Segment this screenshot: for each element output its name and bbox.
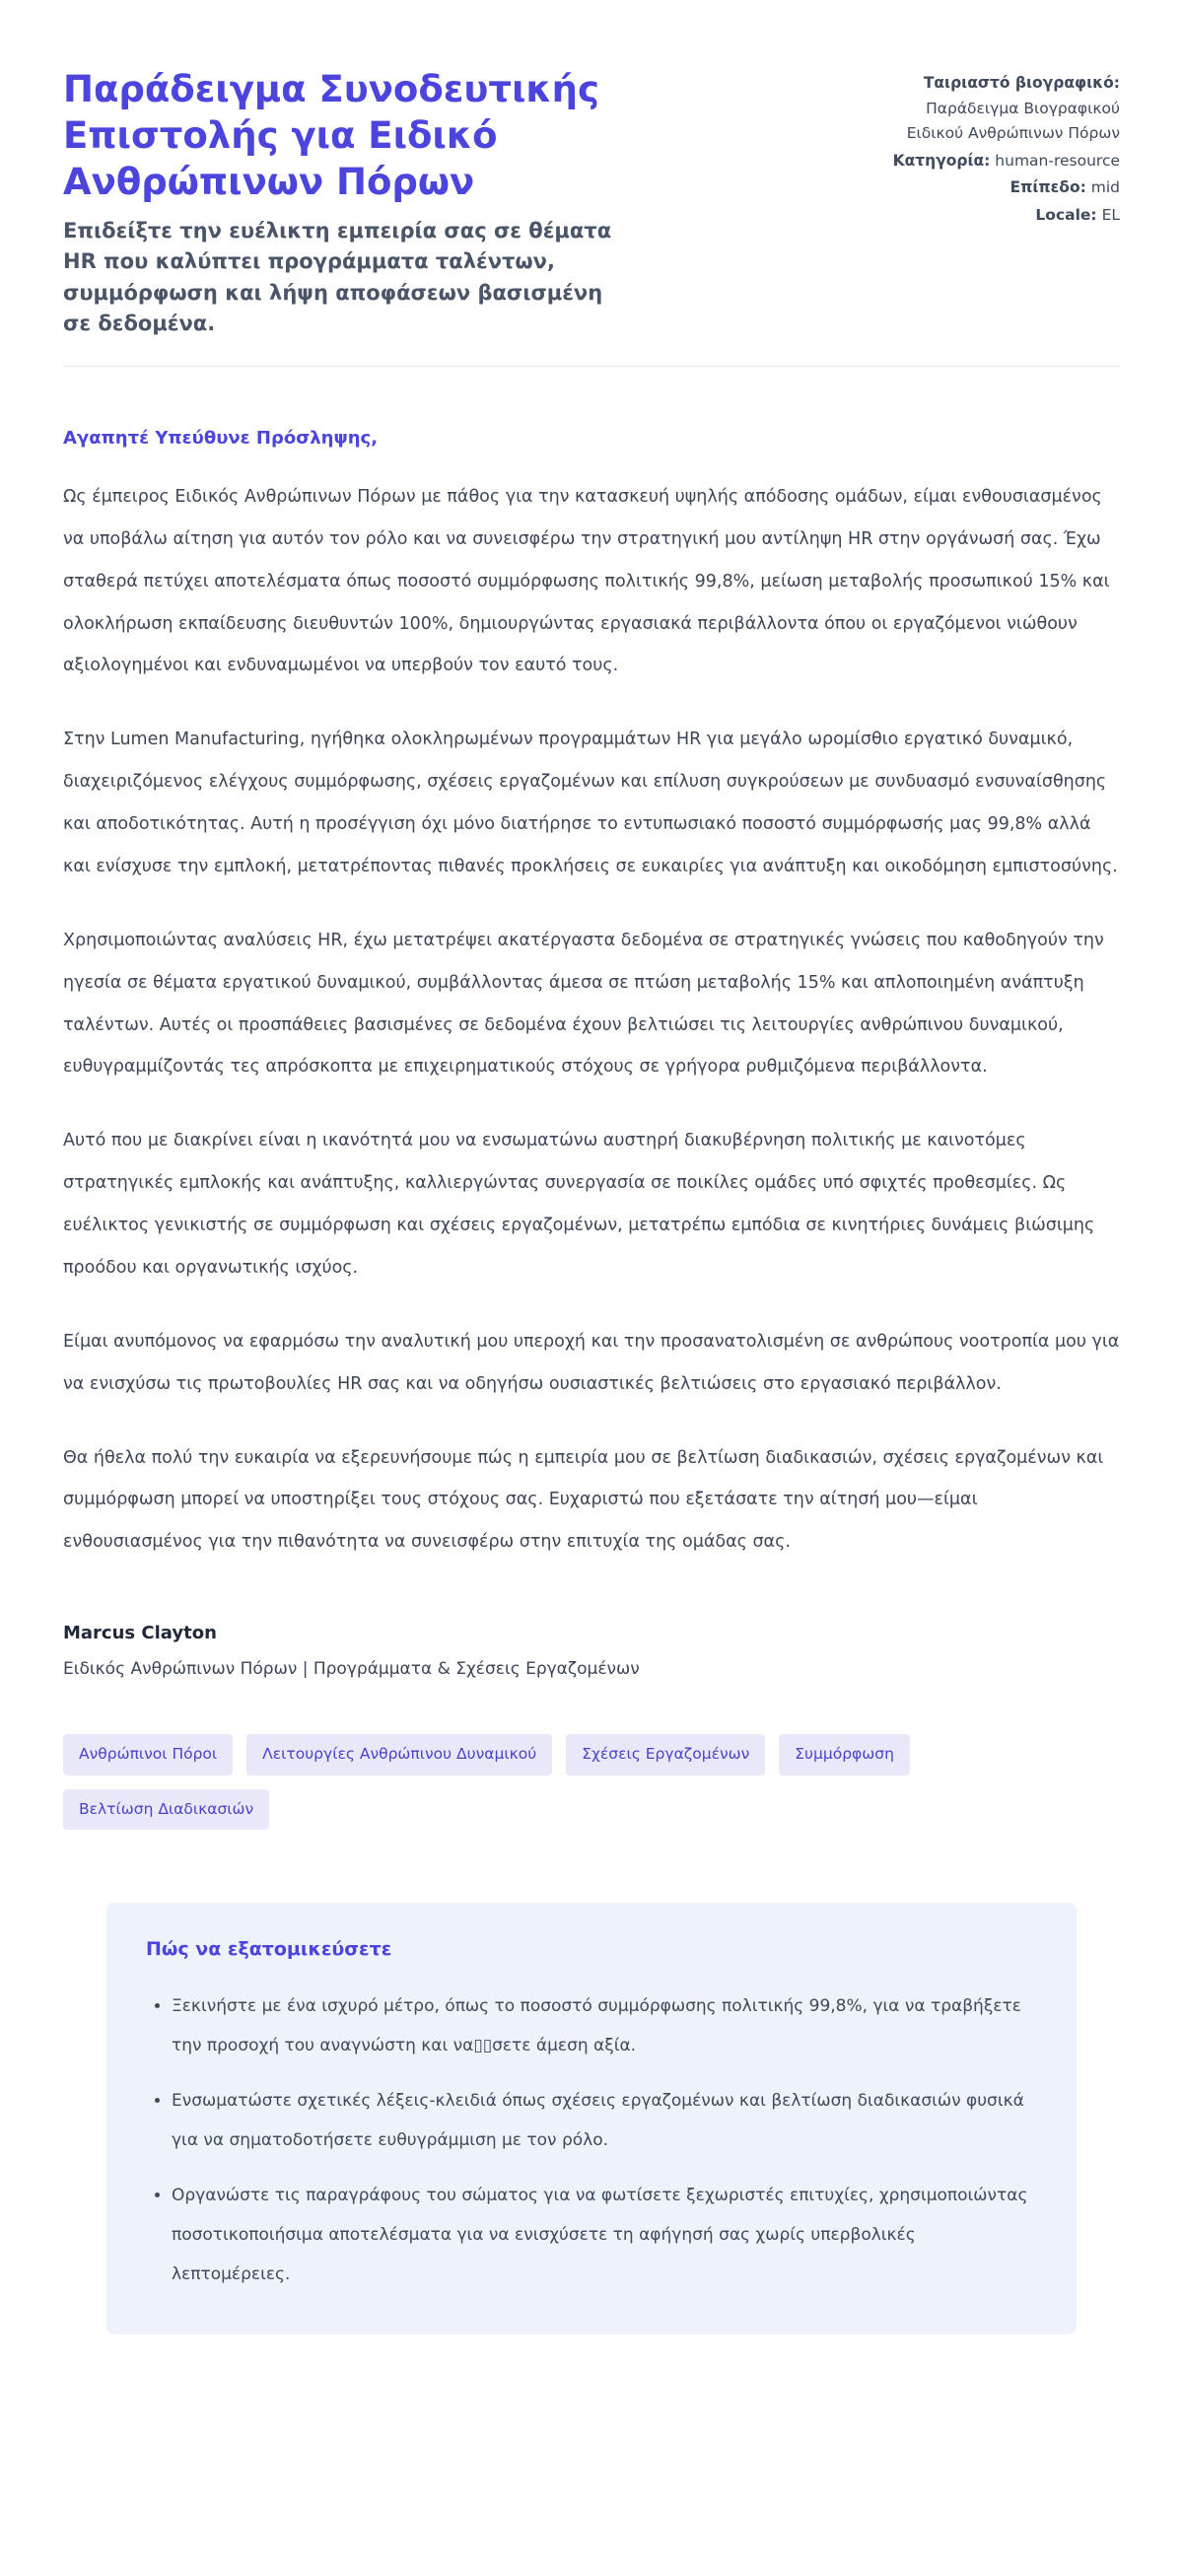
meta-value: Παράδειγμα Βιογραφικού Ειδικού Ανθρώπινων Πόρων xyxy=(906,99,1120,143)
page-title: Παράδειγμα Συνοδευτικής Επιστολής για Ειδικό Ανθρώπινων Πόρων xyxy=(63,68,599,203)
meta-level xyxy=(873,175,1120,201)
meta-label: Επίπεδο: xyxy=(1009,178,1086,197)
letter-paragraph: Είμαι ανυπόμονος να εφαρμόσω την αναλυτική μου υπεροχή και την προσανατολισμένη σε ανθρώπους νοοτροπία μου για να ενισχύσω τις πρωτοβουλίες HR σας και να οδηγήσω ουσιαστικές βελτιώσεις στο εργασιακό περιβάλλον. xyxy=(63,1331,1120,1394)
how-to-personalize-box xyxy=(106,1903,1077,2334)
meta-matching-resume xyxy=(873,71,1120,147)
letter-paragraph: Ως έμπειρος Ειδικός Ανθρώπινων Πόρων με πάθος για την κατασκευή υψηλής απόδοσης ομάδων, είμαι ενθουσιασμένος να υποβάλω αίτηση για αυτόν τον ρόλο και να συνεισφέρω την στρατηγική μου αντίληψη HR στην οργάνωσή σας. Έχω σταθερά πετύχει αποτελέσματα όπως ποσοστό συμμόρφωσης πολιτικής 99,8%, μείωση μεταβολής προσωπικού 15% και ολοκλήρωση εκπαίδευσης διευθυντών 100%, δημιουργώντας εργασιακά περιβάλλοντα όπου οι εργαζόμενοι νιώθουν αξιολογημένοι και ενδυναμωμένοι να υπερβούν τον εαυτό τους. xyxy=(63,486,1110,676)
letter-paragraph: Θα ήθελα πολύ την ευκαιρία να εξερευνήσουμε πώς η εμπειρία μου σε βελτίωση διαδικασιών, σχέσεις εργαζομένων και συμμόρφωση μπορεί να υποστηρίξει τους στόχους σας. Ευχαριστώ που εξετάσατε την αίτησή μου—είμαι ενθουσιασμένος για την πιθανότητα να συνεισφέρω στην επιτυχία της ομάδας σας. xyxy=(63,1447,1104,1553)
letter-paragraph: Αυτό που με διακρίνει είναι η ικανότητά μου να ενσωματώνω αυστηρή διακυβέρνηση πολιτικής με καινοτόμες στρατηγικές εμπλοκής και ανάπτυξης, καλλιεργώντας συνεργασία σε ποικίλες ομάδες υπό σφιχτές προθεσμίες. Ως ευέλικτος γενικιστής σε συμμόρφωση και σχέσεις εργαζομένων, μετατρέπω εμπόδια σε κινητήριες δυνάμεις βιώσιμης προόδου και οργανωτικής ισχύος. xyxy=(63,1131,1095,1278)
letter-paragraph: Χρησιμοποιώντας αναλύσεις HR, έχω μετατρέψει ακατέργαστα δεδομένα σε στρατηγικές γνώσεις που καθοδηγούν την ηγεσία σε θέματα εργατικού δυναμικού, συμβάλλοντας άμεσα σε πτώση μεταβολής 15% και απλοποιημένη ανάπτυξη ταλέντων. Αυτές οι προσπάθειες βασισμένες σε δεδομένα έχουν βελτιώσει τις λειτουργίες ανθρώπινου δυναμικού, ευθυγραμμίζοντάς τες απρόσκοπτα με επιχειρηματικούς στόχους σε γρήγορα ρυθμιζόμενα περιβάλλοντα. xyxy=(63,930,1104,1078)
meta-label: Locale: xyxy=(1035,205,1097,224)
meta-value: mid xyxy=(1090,178,1120,197)
page-subtitle: Επιδείξτε την ευέλικτη εμπειρία σας σε θέματα HR που καλύπτει προγράμματα ταλέντων, συμμόρφωση και λήψη αποφάσεων βασισμένη σε δεδομένα. xyxy=(63,218,612,336)
how-to-title: Πώς να εξατομικεύσετε xyxy=(146,1938,392,1961)
signature-name: Marcus Clayton xyxy=(63,1623,217,1644)
meta-label: Κατηγορία: xyxy=(892,151,991,170)
cover-letter-page xyxy=(63,0,1120,2368)
tag-employee-relations: Σχέσεις Εργαζομένων xyxy=(566,1734,765,1775)
meta-locale xyxy=(873,203,1120,229)
tag-list xyxy=(63,1734,950,1830)
header-title-block xyxy=(63,67,655,340)
tag-human-resources: Ανθρώπινοι Πόροι xyxy=(63,1734,233,1775)
tag-process-improvement: Βελτίωση Διαδικασιών xyxy=(63,1789,269,1831)
how-to-bullet: • Οργανώστε τις παραγράφους του σώματος για να φωτίσετε ξεχωριστές επιτυχίες, χρησιμοποιώντας ποσοτικοποιήσιμα αποτελέσματα για να ενισχύσετε τη αφήγησή σας χωρίς υπερβολικές λεπτομέρειες. xyxy=(172,2177,1037,2295)
meta-panel xyxy=(873,67,1120,230)
how-to-list xyxy=(146,1987,1037,2295)
page-header xyxy=(63,67,1120,340)
letter-body xyxy=(63,428,1120,1679)
letter-greeting: Αγαπητέ Υπεύθυνε Πρόσληψης, xyxy=(63,427,379,449)
meta-value: human-resource xyxy=(995,151,1120,170)
letter-paragraph: Στην Lumen Manufacturing, ηγήθηκα ολοκληρωμένων προγραμμάτων HR για μεγάλο ωρομίσθιο εργατικό δυναμικό, διαχειριζόμενος ελέγχους συμμόρφωσης, σχέσεις εργαζομένων και επίλυση συγκρούσεων με συνδυασμό ενσυναίσθησης και αποδοτικότητας. Αυτή η προσέγγιση όχι μόνο διατήρησε το εντυπωσιακό ποσοστό συμμόρφωσής μας 99,8% αλλά και ενίσχυσε την εμπλοκή, μετατρέποντας πιθανές προκλήσεις σε ευκαιρίες για ανάπτυξη και οικοδόμηση εμπιστοσύνης. xyxy=(63,730,1118,876)
how-to-bullet: • Ενσωματώστε σχετικές λέξεις-κλειδιά όπως σχέσεις εργαζομένων και βελτίωση διαδικασιών φυσικά για να σηματοδοτήσετε ευθυγράμμιση με τον ρόλο. xyxy=(172,2082,1037,2161)
meta-category xyxy=(873,149,1120,174)
header-divider xyxy=(63,366,1120,367)
tag-hr-operations: Λειτουργίες Ανθρώπινου Δυναμικού xyxy=(246,1734,552,1775)
meta-label: Ταιριαστό βιογραφικό: xyxy=(923,74,1120,92)
tag-compliance: Συμμόρφωση xyxy=(779,1734,910,1775)
how-to-bullet: • Ξεκινήστε με ένα ισχυρό μέτρο, όπως το ποσοστό συμμόρφωσης πολιτικής 99,8%, για να τραβήξετε την προσοχή του αναγνώστη και να▯▯σετε άμεση αξία. xyxy=(172,1987,1037,2066)
meta-value: EL xyxy=(1101,205,1120,224)
signature-role: Ειδικός Ανθρώπινων Πόρων | Προγράμματα & Σχέσεις Εργαζομένων xyxy=(63,1659,640,1680)
